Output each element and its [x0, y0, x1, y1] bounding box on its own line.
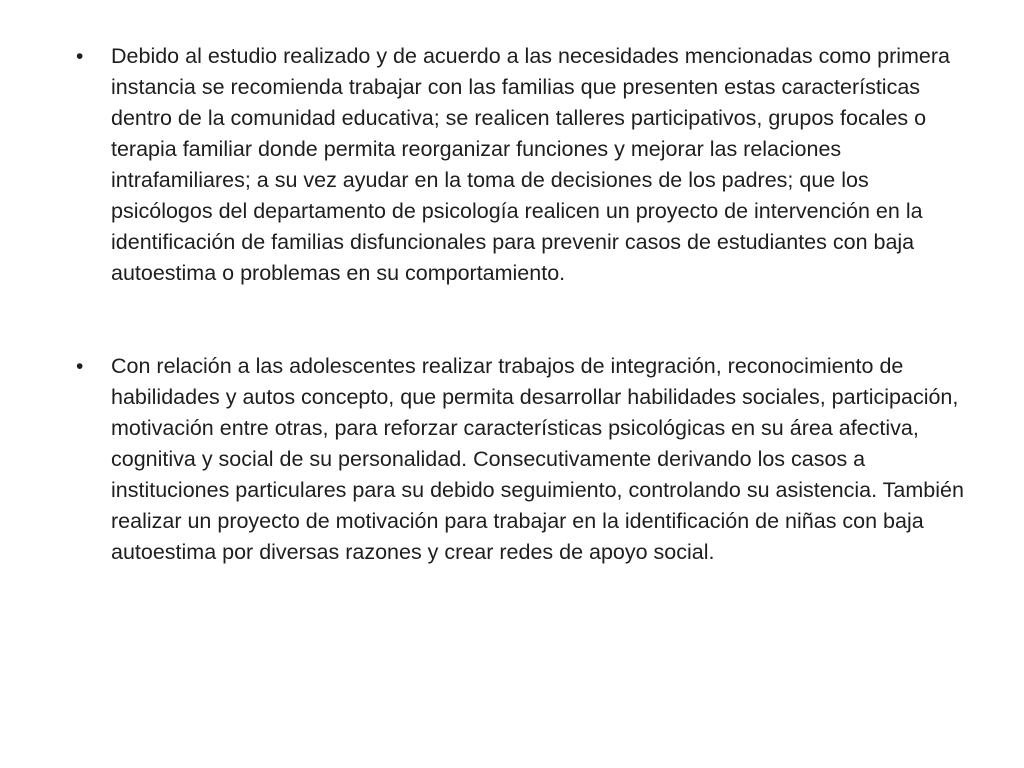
bullet-marker: •	[76, 355, 84, 378]
bullet-text: Debido al estudio realizado y de acuerdo a las necesidades mencionadas como primera instancia se recomienda trabajar con las familias que presenten estas características dentro de la comunidad educativa; se realicen talleres participativos, grupos focales o terapia familiar donde permita reorganizar funciones y mejorar las relaciones intrafamiliares; a su vez ayudar en la toma de decisiones de los padres; que los psicólogos del departamento de psicología realicen un proyecto de intervención en la identificación de familias disfuncionales para prevenir casos de estudiantes con baja autoestima o problemas en su comportamiento.	[111, 44, 950, 285]
bullet-list	[76, 41, 968, 568]
bullet-item-recommendations-adolescents	[76, 351, 968, 568]
bullet-item-recommendations-families	[76, 41, 968, 289]
bullet-text: Con relación a las adolescentes realizar trabajos de integración, reconocimiento de habilidades y autos concepto, que permita desarrollar habilidades sociales, participación, motivación entre otras, para reforzar características psicológicas en su área afectiva, cognitiva y social de su personalidad. Consecutivamente derivando los casos a instituciones particulares para su debido seguimiento, controlando su asistencia. También realizar un proyecto de motivación para trabajar en la identificación de niñas con baja autoestima por diversas razones y crear redes de apoyo social.	[111, 354, 964, 564]
bullet-marker: •	[76, 45, 84, 68]
